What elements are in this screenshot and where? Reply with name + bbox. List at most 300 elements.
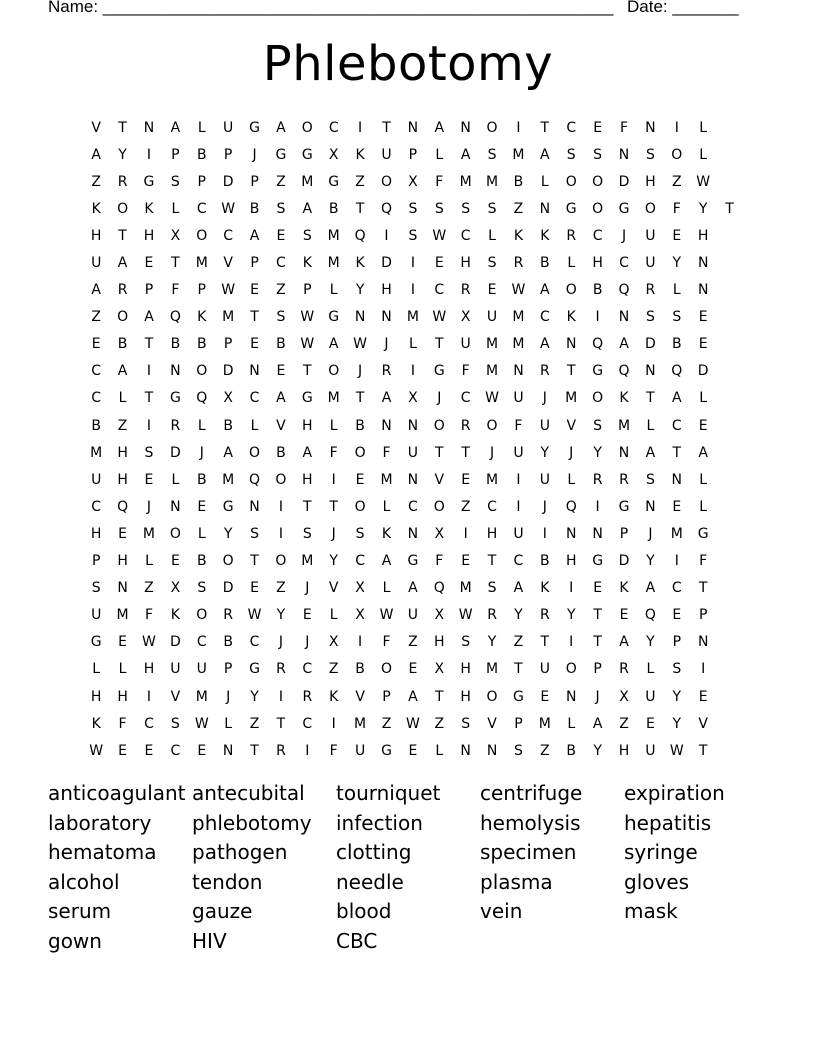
grid-letter[interactable]: E [118,525,128,542]
grid-letter[interactable]: L [197,525,206,542]
grid-letter[interactable]: W [432,227,447,244]
grid-letter[interactable]: A [672,390,682,407]
grid-letter[interactable]: O [486,688,498,705]
grid-letter[interactable]: Y [593,742,602,759]
grid-letter[interactable]: G [381,742,392,759]
grid-letter[interactable]: I [410,255,415,272]
grid-letter[interactable]: N [592,525,603,542]
grid-letter[interactable]: V [487,715,497,732]
grid-letter[interactable]: L [646,417,655,434]
grid-letter[interactable]: H [381,282,392,299]
grid-letter[interactable]: B [91,417,101,434]
grid-letter[interactable]: L [118,661,127,678]
grid-letter[interactable]: O [354,444,366,461]
grid-letter[interactable]: R [460,417,471,434]
grid-letter[interactable]: E [197,742,207,759]
grid-letter[interactable]: T [303,498,312,515]
grid-letter[interactable]: P [197,282,206,299]
grid-letter[interactable]: T [250,553,259,570]
grid-letter[interactable]: U [354,742,366,759]
grid-letter[interactable]: T [355,390,365,407]
grid-letter[interactable]: P [91,553,101,570]
grid-letter[interactable]: K [566,309,576,326]
grid-letter[interactable]: L [408,336,417,353]
grid-letter[interactable]: L [672,282,681,299]
grid-letter[interactable]: D [222,173,234,190]
grid-letter[interactable]: W [353,336,368,353]
grid-letter[interactable]: C [487,498,497,515]
grid-letter[interactable]: B [592,282,603,299]
grid-letter[interactable]: Q [592,336,604,353]
grid-letter[interactable]: T [276,715,286,732]
grid-letter[interactable]: O [275,471,287,488]
grid-letter[interactable]: L [382,498,391,515]
grid-letter[interactable]: E [434,255,444,272]
grid-letter[interactable]: S [302,227,312,244]
grid-letter[interactable]: T [646,390,655,407]
grid-letter[interactable]: Z [249,715,260,732]
grid-letter[interactable]: M [486,661,499,678]
grid-letter[interactable]: I [569,634,574,651]
grid-letter[interactable]: F [619,119,629,136]
grid-letter[interactable]: W [432,309,447,326]
grid-letter[interactable]: I [595,498,600,515]
grid-letter[interactable]: J [331,525,336,542]
grid-letter[interactable]: O [328,363,340,380]
grid-letter[interactable]: H [697,227,709,244]
grid-letter[interactable]: L [250,417,259,434]
grid-letter[interactable]: G [697,525,709,542]
grid-letter[interactable]: K [619,580,629,597]
grid-letter[interactable]: A [223,444,233,461]
grid-letter[interactable]: C [460,227,471,244]
grid-letter[interactable]: Y [514,607,523,624]
grid-letter[interactable]: P [144,282,154,299]
grid-letter[interactable]: U [91,471,102,488]
grid-letter[interactable]: Z [434,715,445,732]
grid-letter[interactable]: H [302,417,313,434]
grid-letter[interactable]: M [222,309,235,326]
grid-letter[interactable]: C [249,634,260,651]
grid-letter[interactable]: K [197,309,207,326]
grid-letter[interactable]: K [91,200,101,217]
grid-letter[interactable]: E [672,227,682,244]
grid-letter[interactable]: B [117,336,128,353]
grid-letter[interactable]: C [91,363,102,380]
grid-letter[interactable]: L [118,390,127,407]
grid-letter[interactable]: G [169,390,181,407]
grid-letter[interactable]: N [697,634,709,651]
grid-letter[interactable]: B [328,200,339,217]
grid-letter[interactable]: K [355,146,365,163]
grid-letter[interactable]: Z [540,742,550,759]
grid-letter[interactable]: I [701,661,706,678]
grid-letter[interactable]: O [433,417,445,434]
grid-letter[interactable]: A [91,282,101,299]
grid-letter[interactable]: Y [646,634,655,651]
grid-letter[interactable]: M [486,173,499,190]
grid-letter[interactable]: A [645,580,656,597]
grid-letter[interactable]: R [619,661,629,678]
grid-letter[interactable]: X [460,309,471,326]
grid-letter[interactable]: U [196,661,207,678]
grid-letter[interactable]: R [302,688,313,705]
grid-letter[interactable]: M [301,173,314,190]
grid-letter[interactable]: R [276,742,286,759]
grid-letter[interactable]: N [618,309,630,326]
grid-letter[interactable]: B [355,417,365,434]
grid-letter[interactable]: P [250,173,259,190]
grid-letter[interactable]: S [91,580,101,597]
grid-letter[interactable]: B [513,173,524,190]
grid-letter[interactable]: W [379,607,394,624]
grid-letter[interactable]: Q [249,471,261,488]
grid-letter[interactable]: M [670,525,683,542]
grid-letter[interactable]: A [302,200,313,217]
grid-letter[interactable]: A [619,336,629,353]
grid-letter[interactable]: P [223,146,233,163]
grid-letter[interactable]: S [566,146,576,163]
grid-letter[interactable]: I [595,309,600,326]
grid-letter[interactable]: G [275,146,287,163]
grid-letter[interactable]: L [329,282,338,299]
grid-letter[interactable]: M [486,336,499,353]
grid-letter[interactable]: F [672,200,681,217]
grid-letter[interactable]: M [195,255,208,272]
grid-letter[interactable]: R [117,173,128,190]
grid-letter[interactable]: D [618,173,630,190]
grid-letter[interactable]: C [619,255,629,272]
grid-letter[interactable]: H [486,525,498,542]
grid-letter[interactable]: C [91,390,102,407]
grid-letter[interactable]: N [381,309,392,326]
grid-letter[interactable]: P [514,715,523,732]
grid-letter[interactable]: I [358,119,363,136]
grid-letter[interactable]: D [222,580,234,597]
date-field[interactable]: Date: _______ [627,0,739,16]
grid-letter[interactable]: A [302,444,313,461]
grid-letter[interactable]: I [463,525,468,542]
grid-letter[interactable]: O [565,661,577,678]
grid-letter[interactable]: P [408,146,418,163]
grid-letter[interactable]: M [195,688,208,705]
grid-letter[interactable]: N [486,742,498,759]
grid-letter[interactable]: Z [381,715,392,732]
grid-letter[interactable]: S [672,309,682,326]
grid-letter[interactable]: T [250,742,259,759]
grid-letter[interactable]: T [514,661,523,678]
grid-letter[interactable]: A [408,688,418,705]
grid-letter[interactable]: X [355,607,365,624]
grid-letter[interactable]: M [486,363,499,380]
grid-letter[interactable]: T [566,363,576,380]
grid-letter[interactable]: A [381,553,392,570]
grid-letter[interactable]: C [249,390,260,407]
grid-letter[interactable]: U [539,417,550,434]
grid-letter[interactable]: O [592,173,604,190]
grid-letter[interactable]: I [410,363,415,380]
grid-letter[interactable]: I [331,715,336,732]
grid-letter[interactable]: V [276,417,286,434]
name-field[interactable]: Name: ______________________________________________________ [48,0,614,16]
grid-letter[interactable]: C [223,227,234,244]
grid-letter[interactable]: A [460,146,471,163]
grid-letter[interactable]: L [224,715,233,732]
grid-letter[interactable]: F [329,742,338,759]
grid-letter[interactable]: J [489,444,495,461]
grid-letter[interactable]: U [223,119,234,136]
grid-letter[interactable]: S [514,742,523,759]
grid-letter[interactable]: C [434,282,445,299]
grid-letter[interactable]: N [513,363,524,380]
grid-letter[interactable]: W [142,634,156,651]
grid-letter[interactable]: A [381,390,392,407]
grid-letter[interactable]: N [117,580,128,597]
grid-letter[interactable]: R [539,607,550,624]
grid-letter[interactable]: S [593,146,603,163]
grid-letter[interactable]: E [118,742,128,759]
grid-letter[interactable]: H [618,742,630,759]
grid-letter[interactable]: R [592,471,603,488]
grid-letter[interactable]: V [434,471,445,488]
grid-letter[interactable]: T [355,200,365,217]
grid-letter[interactable]: Q [644,607,656,624]
grid-letter[interactable]: R [381,363,392,380]
grid-letter[interactable]: C [671,580,682,597]
grid-letter[interactable]: I [146,417,152,434]
grid-letter[interactable]: P [593,661,602,678]
grid-letter[interactable]: U [91,255,102,272]
grid-letter[interactable]: L [699,146,708,163]
grid-letter[interactable]: I [569,580,574,597]
grid-letter[interactable]: A [117,363,128,380]
grid-letter[interactable]: L [699,119,708,136]
grid-letter[interactable]: F [382,444,391,461]
grid-letter[interactable]: W [221,200,236,217]
grid-letter[interactable]: X [434,661,445,678]
grid-letter[interactable]: T [329,498,338,515]
grid-letter[interactable]: E [197,498,207,515]
grid-letter[interactable]: Z [671,173,682,190]
grid-letter[interactable]: S [645,309,655,326]
grid-letter[interactable]: F [435,553,444,570]
grid-letter[interactable]: T [382,119,391,136]
grid-letter[interactable]: O [644,200,656,217]
grid-letter[interactable]: Z [328,661,339,678]
grid-letter[interactable]: I [146,688,152,705]
grid-letter[interactable]: S [250,525,259,542]
grid-letter[interactable]: F [118,715,127,732]
grid-letter[interactable]: H [302,471,313,488]
grid-letter[interactable]: U [645,227,656,244]
grid-letter[interactable]: G [301,146,313,163]
grid-letter[interactable]: J [226,688,231,705]
grid-letter[interactable]: A [170,119,181,136]
grid-letter[interactable]: G [592,363,604,380]
grid-letter[interactable]: T [725,200,734,217]
grid-letter[interactable]: G [301,390,313,407]
grid-letter[interactable]: K [91,715,101,732]
grid-letter[interactable]: O [380,173,392,190]
grid-letter[interactable]: N [539,200,551,217]
grid-letter[interactable]: K [381,525,392,542]
grid-letter[interactable]: E [250,580,259,597]
grid-letter[interactable]: H [90,688,102,705]
grid-letter[interactable]: W [89,742,104,759]
grid-letter[interactable]: X [170,580,181,597]
grid-letter[interactable]: N [697,255,709,272]
grid-letter[interactable]: H [143,227,155,244]
grid-letter[interactable]: N [460,742,471,759]
grid-letter[interactable]: Z [513,200,524,217]
grid-letter[interactable]: T [487,553,497,570]
grid-letter[interactable]: Z [408,634,418,651]
grid-letter[interactable]: V [91,119,101,136]
grid-letter[interactable]: C [196,634,207,651]
grid-letter[interactable]: S [487,255,497,272]
grid-letter[interactable]: Y [250,688,259,705]
grid-letter[interactable]: N [697,282,709,299]
grid-letter[interactable]: B [223,417,233,434]
grid-letter[interactable]: F [699,553,708,570]
grid-letter[interactable]: T [303,363,312,380]
grid-letter[interactable]: G [143,173,155,190]
grid-letter[interactable]: R [117,282,128,299]
grid-letter[interactable]: C [513,553,524,570]
grid-letter[interactable]: O [354,498,366,515]
grid-letter[interactable]: K [144,200,154,217]
grid-letter[interactable]: I [305,742,310,759]
grid-letter[interactable]: L [171,200,180,217]
grid-letter[interactable]: O [169,525,181,542]
grid-letter[interactable]: B [223,634,233,651]
grid-letter[interactable]: B [671,336,682,353]
grid-letter[interactable]: E [461,553,471,570]
grid-letter[interactable]: P [171,146,180,163]
grid-letter[interactable]: H [117,444,128,461]
grid-letter[interactable]: W [405,715,420,732]
grid-letter[interactable]: Z [460,498,471,515]
grid-letter[interactable]: I [542,525,547,542]
grid-letter[interactable]: W [485,390,499,407]
grid-letter[interactable]: Q [380,200,392,217]
grid-letter[interactable]: C [276,255,286,272]
grid-letter[interactable]: U [539,661,550,678]
grid-letter[interactable]: M [512,336,525,353]
grid-letter[interactable]: C [170,742,181,759]
grid-letter[interactable]: B [355,661,365,678]
grid-letter[interactable]: B [196,553,207,570]
grid-letter[interactable]: T [434,336,444,353]
grid-letter[interactable]: M [301,553,314,570]
grid-letter[interactable]: J [199,444,204,461]
grid-letter[interactable]: K [540,227,550,244]
grid-letter[interactable]: O [117,200,129,217]
grid-letter[interactable]: H [117,471,128,488]
grid-letter[interactable]: V [566,417,577,434]
grid-letter[interactable]: C [539,309,550,326]
grid-letter[interactable]: Q [433,580,445,597]
grid-letter[interactable]: G [90,634,102,651]
grid-letter[interactable]: O [249,444,261,461]
grid-letter[interactable]: N [460,119,471,136]
grid-letter[interactable]: L [567,255,576,272]
grid-letter[interactable]: B [276,336,286,353]
grid-letter[interactable]: S [672,661,682,678]
grid-letter[interactable]: B [196,146,207,163]
grid-letter[interactable]: Y [540,444,550,461]
grid-letter[interactable]: K [355,255,365,272]
grid-letter[interactable]: G [328,173,340,190]
grid-letter[interactable]: Z [355,173,365,190]
grid-letter[interactable]: P [250,255,259,272]
grid-letter[interactable]: S [461,634,471,651]
grid-letter[interactable]: N [645,119,656,136]
grid-letter[interactable]: S [461,200,471,217]
grid-letter[interactable]: O [671,146,683,163]
grid-letter[interactable]: R [223,607,234,624]
grid-letter[interactable]: Y [672,255,682,272]
grid-letter[interactable]: E [698,336,708,353]
grid-letter[interactable]: S [197,580,207,597]
grid-letter[interactable]: Q [196,390,208,407]
grid-letter[interactable]: E [276,227,286,244]
grid-letter[interactable]: A [513,580,524,597]
grid-letter[interactable]: J [621,227,627,244]
grid-letter[interactable]: O [486,119,498,136]
grid-letter[interactable]: R [276,661,286,678]
grid-letter[interactable]: I [384,227,389,244]
grid-letter[interactable]: Z [619,715,629,732]
grid-letter[interactable]: A [276,390,286,407]
grid-letter[interactable]: J [146,498,152,515]
grid-letter[interactable]: M [90,444,103,461]
grid-letter[interactable]: X [408,390,418,407]
grid-letter[interactable]: U [91,607,102,624]
grid-letter[interactable]: Z [144,580,154,597]
grid-letter[interactable]: Z [276,580,286,597]
grid-letter[interactable]: H [460,255,471,272]
grid-letter[interactable]: S [408,227,418,244]
grid-letter[interactable]: G [249,119,260,136]
grid-letter[interactable]: O [196,227,208,244]
grid-letter[interactable]: N [407,471,419,488]
grid-letter[interactable]: V [328,580,339,597]
grid-letter[interactable]: E [698,688,708,705]
grid-letter[interactable]: L [435,146,444,163]
grid-letter[interactable]: Z [513,634,524,651]
grid-letter[interactable]: T [593,607,602,624]
grid-letter[interactable]: N [249,498,260,515]
grid-letter[interactable]: F [144,607,153,624]
grid-letter[interactable]: L [197,119,206,136]
grid-letter[interactable]: E [540,688,550,705]
grid-letter[interactable]: Y [672,688,682,705]
grid-letter[interactable]: L [567,715,576,732]
grid-letter[interactable]: W [458,607,473,624]
grid-letter[interactable]: T [698,580,708,597]
grid-letter[interactable]: O [380,661,392,678]
grid-letter[interactable]: E [461,471,471,488]
grid-letter[interactable]: D [381,255,392,272]
grid-letter[interactable]: E [250,282,259,299]
grid-letter[interactable]: T [434,688,444,705]
grid-letter[interactable]: B [196,471,207,488]
grid-letter[interactable]: U [645,255,656,272]
grid-letter[interactable]: O [275,553,287,570]
grid-letter[interactable]: H [143,661,155,678]
grid-letter[interactable]: T [461,444,470,461]
